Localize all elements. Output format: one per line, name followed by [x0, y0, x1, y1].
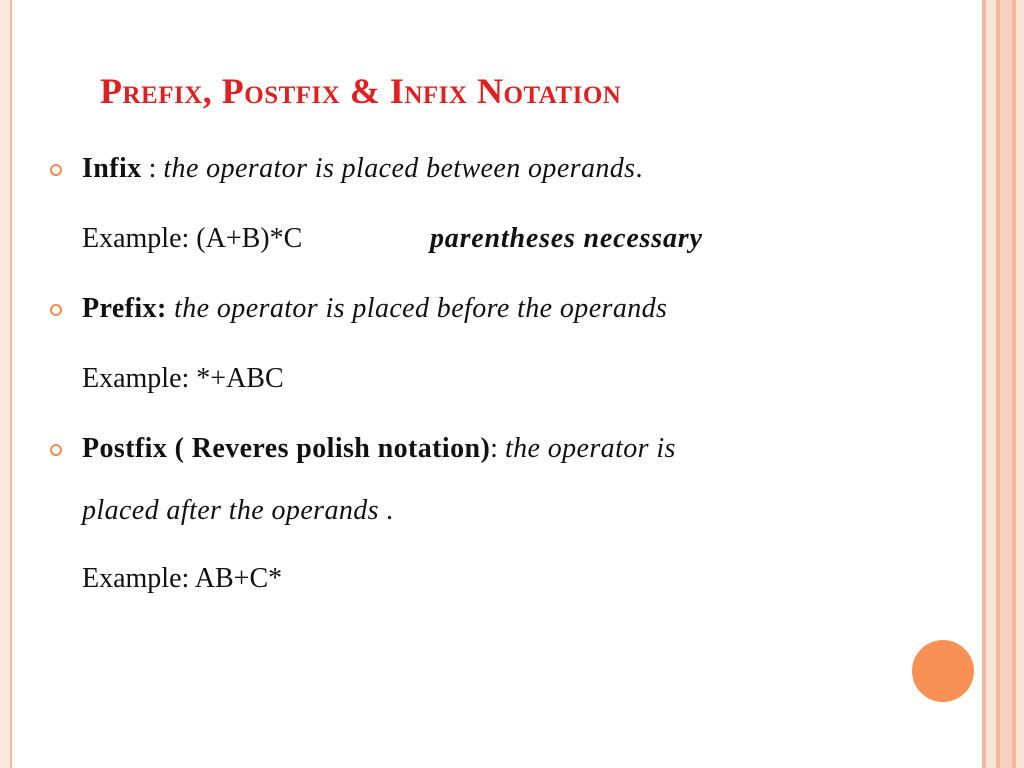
postfix-term: Postfix ( Reveres polish notation)	[82, 433, 491, 464]
postfix-example-line	[82, 562, 282, 596]
prefix-example: Example: *+ABC	[82, 363, 284, 394]
infix-end: .	[635, 153, 643, 184]
slide-title: Prefix, Postfix & Infix Notation	[100, 71, 622, 111]
postfix-example: Example: AB+C*	[82, 563, 283, 594]
infix-example-line	[82, 222, 842, 256]
postfix-definition-part2: placed after the operands	[82, 495, 379, 526]
bullet-icon	[50, 444, 62, 456]
postfix-separator: :	[490, 433, 505, 464]
postfix-definition-line	[82, 432, 676, 466]
infix-definition-line	[82, 152, 642, 186]
infix-separator: :	[141, 153, 164, 184]
prefix-term: Prefix:	[82, 293, 167, 324]
postfix-end: .	[378, 495, 393, 526]
infix-note: parentheses necessary	[430, 223, 703, 254]
prefix-example-line	[82, 362, 284, 396]
prefix-definition: the operator is placed before the operands	[166, 293, 668, 324]
postfix-definition-line-2	[82, 494, 393, 528]
postfix-definition-part1: the operator is	[504, 433, 676, 464]
infix-definition: the operator is placed between operands	[163, 153, 636, 184]
infix-example: Example: (A+B)*C	[82, 223, 303, 254]
right-stripes-decoration	[976, 0, 1024, 768]
bullet-icon	[50, 304, 62, 316]
infix-term: Infix	[82, 153, 142, 184]
prefix-definition-line	[82, 292, 667, 326]
left-border-decoration	[0, 0, 12, 768]
bullet-icon	[50, 164, 62, 176]
decorative-circle	[912, 640, 974, 702]
